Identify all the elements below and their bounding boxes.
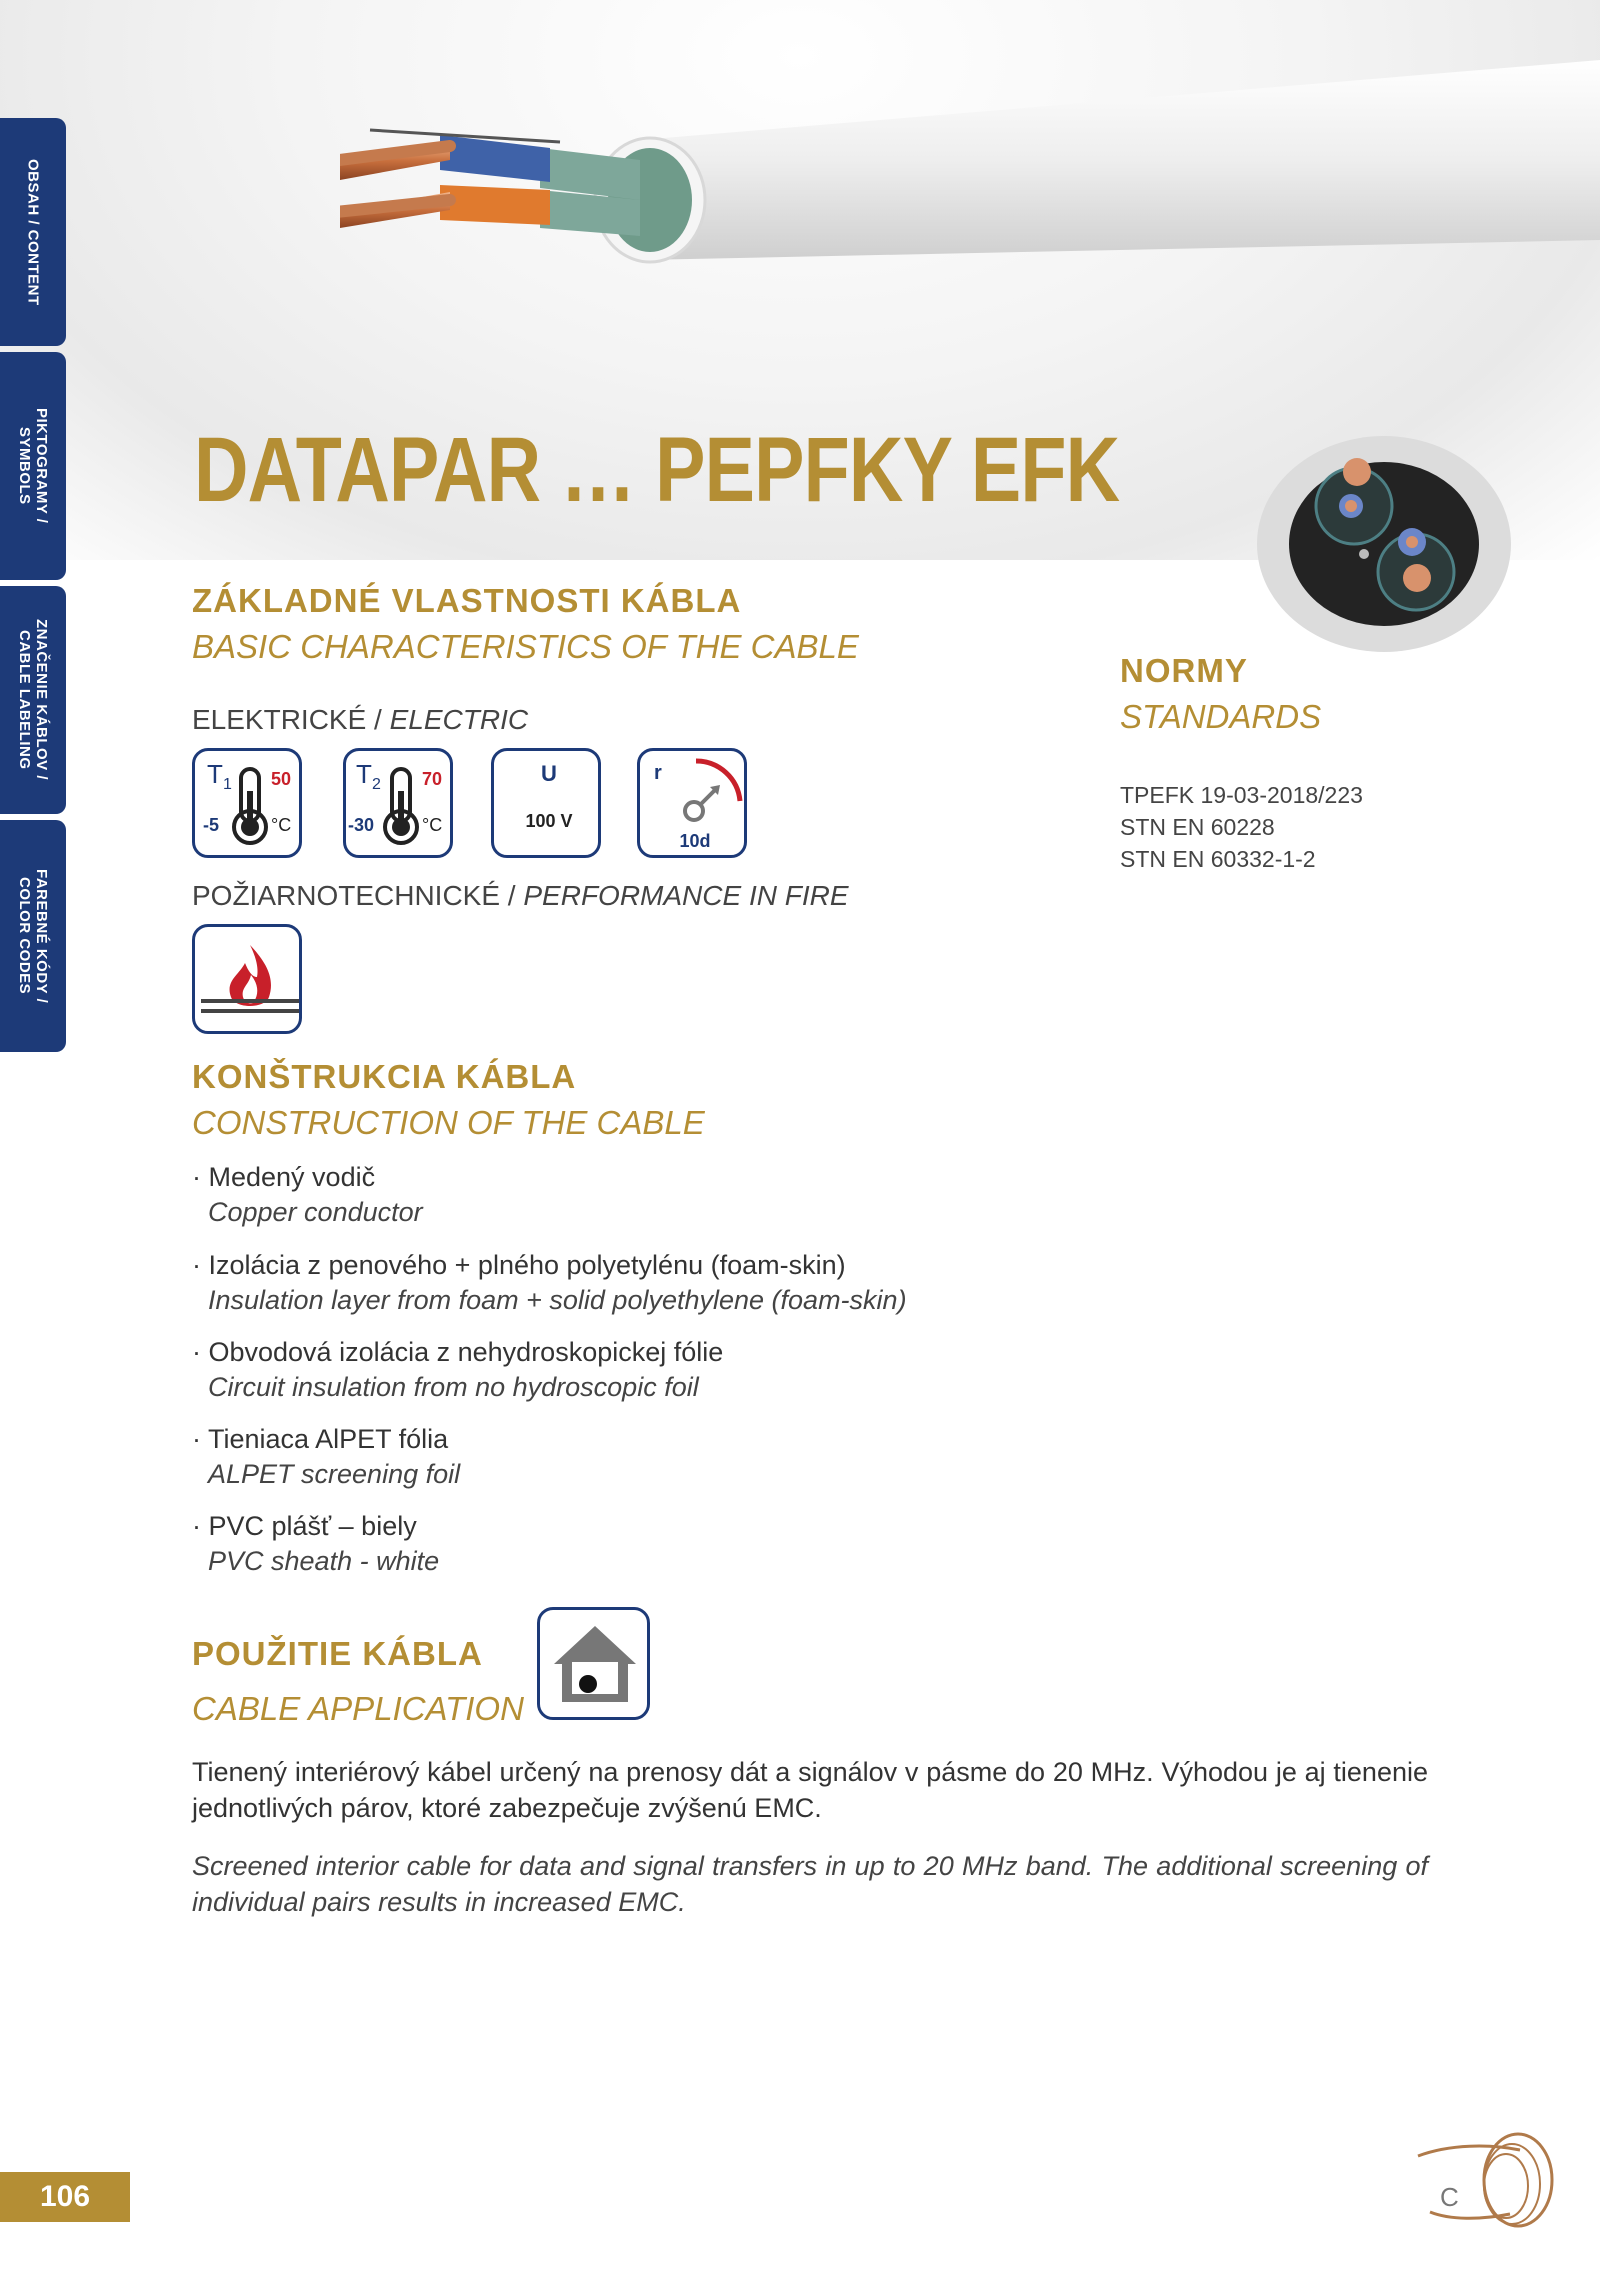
thermometer-t2-icon (343, 748, 453, 858)
standards-heading: NORMY (1120, 652, 1248, 689)
svg-text:70: 70 (422, 769, 443, 789)
cable-photo (340, 60, 1600, 360)
standards-heading-en: STANDARDS (1120, 698, 1322, 735)
svg-text:10d: 10d (679, 831, 711, 851)
svg-text:°C: °C (271, 815, 292, 835)
standard-item: TPEFK 19-03-2018/223 (1120, 782, 1363, 808)
svg-text:U: U (541, 761, 557, 786)
construction-heading-en: CONSTRUCTION OF THE CABLE (192, 1104, 705, 1141)
voltage-icon (491, 748, 601, 858)
construction-heading: KONŠTRUKCIA KÁBLA (192, 1058, 577, 1095)
side-tab-symbols[interactable]: PIKTOGRAMY / SYMBOLS (0, 352, 66, 580)
thermometer-t1-icon (192, 748, 302, 858)
bending-radius-icon (637, 748, 747, 858)
svg-text:-30: -30 (348, 815, 375, 835)
application-text-en: Screened interior cable for data and signal transfers in up to 20 MHz band. The additional screening of individual pairs results in increased EMC. (192, 1851, 1428, 1917)
electric-label: ELEKTRICKÉ / ELECTRIC (192, 704, 529, 735)
svg-text:C: C (1440, 2182, 1459, 2212)
application-heading: POUŽITIE KÁBLA (192, 1635, 483, 1672)
fire-label: POŽIARNOTECHNICKÉ / PERFORMANCE IN FIRE (192, 880, 849, 911)
list-item: · Tieniaca AlPET fólia ALPET screening foil (192, 1424, 461, 1489)
svg-text:2: 2 (372, 776, 381, 793)
application-text-sk: Tienený interiérový kábel určený na prenosy dát a signálov v pásme do 20 MHz. Výhodou je aj tienenie jednotlivých párov, ktoré zabezpečuje zvýšenú EMC. (192, 1757, 1428, 1823)
svg-text:-5: -5 (203, 815, 220, 835)
application-heading-en: CABLE APPLICATION (192, 1690, 524, 1727)
svg-text:50: 50 (271, 769, 292, 789)
side-tab-content[interactable]: OBSAH / CONTENT (0, 118, 66, 346)
list-item: · Izolácia z penového + plného polyetylénu (foam-skin) Insulation layer from foam + solid polyethylene (foam-skin) (192, 1250, 907, 1315)
standard-item: STN EN 60228 (1120, 814, 1275, 840)
svg-text:°C: °C (422, 815, 443, 835)
basic-heading: ZÁKLADNÉ VLASTNOSTI KÁBLA (192, 582, 742, 619)
svg-text:T: T (207, 759, 223, 789)
list-item: · Obvodová izolácia z nehydroskopickej fólie Circuit insulation from no hydroscopic foil (192, 1337, 724, 1402)
page-number: 106 (0, 2172, 130, 2222)
svg-text:r: r (654, 762, 662, 784)
company-logo (1400, 2120, 1570, 2260)
basic-heading-en: BASIC CHARACTERISTICS OF THE CABLE (192, 628, 859, 665)
list-item: · PVC plášť – biely PVC sheath - white (192, 1511, 440, 1576)
list-item: · Medený vodič Copper conductor (192, 1162, 423, 1227)
indoor-house-icon (537, 1607, 650, 1720)
side-tab-cable-labeling[interactable]: ZNAČENIE KÁBLOV / CABLE LABELING (0, 586, 66, 814)
cable-cross-section (1254, 432, 1514, 657)
page-title: DATAPAR … PEPFKY EFK (194, 419, 1120, 521)
svg-text:T: T (356, 759, 372, 789)
side-tab-color-codes[interactable]: FAREBNÉ KÓDY / COLOR CODES (0, 820, 66, 1052)
svg-text:1: 1 (223, 776, 232, 793)
flame-icon (192, 924, 302, 1034)
svg-text:100 V: 100 V (525, 811, 573, 831)
standard-item: STN EN 60332-1-2 (1120, 846, 1316, 872)
